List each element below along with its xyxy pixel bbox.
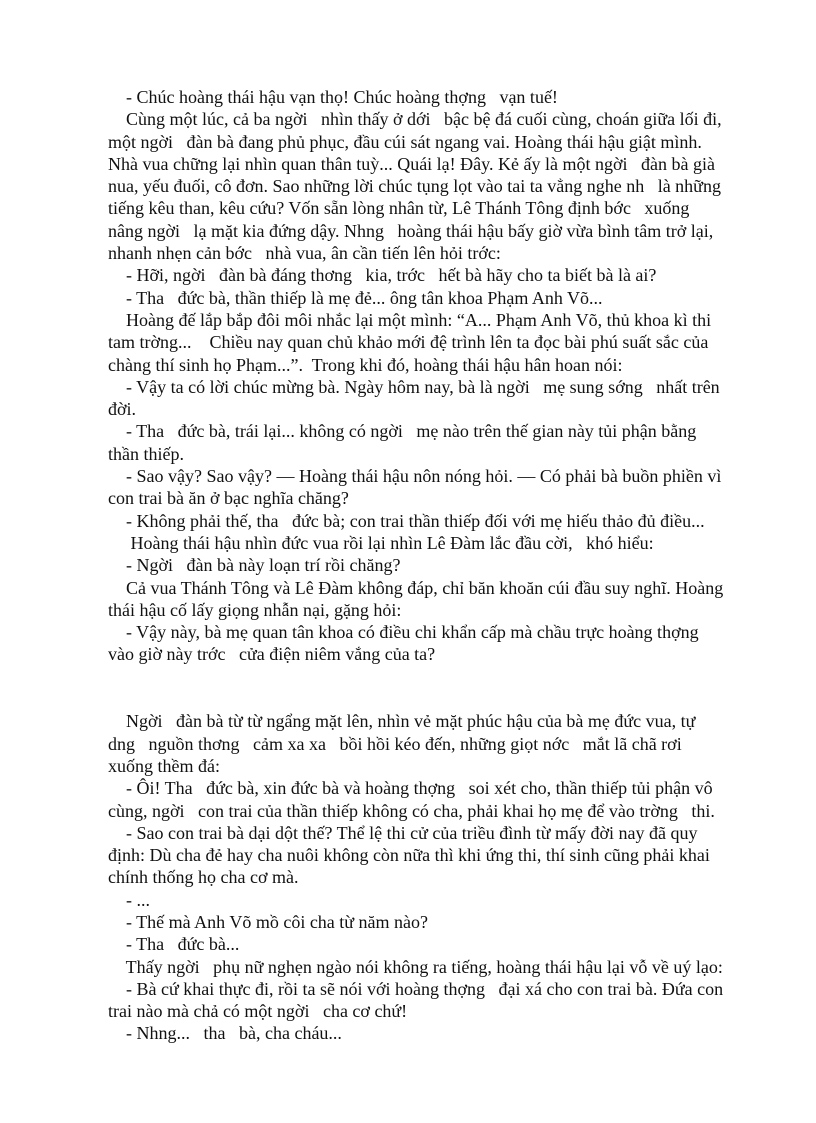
text-line: chính thống họ cha cơ mà. <box>108 867 299 888</box>
text-line: Hoàng đế lắp bắp đôi môi nhắc lại một mình: “A... Phạm Anh Võ, thủ khoa kì thi <box>108 309 712 330</box>
text-line: - Hỡi, ngời đàn bà đáng thơng kia, trớc hết bà hãy cho ta biết bà là ai? <box>108 265 657 286</box>
text-line: vào giờ này trớc cửa điện niêm vắng của ta? <box>108 644 436 665</box>
text-line: tiếng kêu than, kêu cứu? Vốn sẵn lòng nhân từ, Lê Thánh Tông định bớc xuống <box>108 198 690 219</box>
text-line: - Tha đức bà, thần thiếp là mẹ đẻ... ông tân khoa Phạm Anh Võ... <box>108 287 603 308</box>
text-line: - Ôi! Tha đức bà, xin đức bà và hoàng thợng soi xét cho, thần thiếp tủi phận vô <box>108 778 713 799</box>
text-line: - Tha đức bà... <box>108 934 240 955</box>
text-line: - Vậy ta có lời chúc mừng bà. Ngày hôm nay, bà là ngời mẹ sung sớng nhất trên <box>108 376 720 397</box>
text-line: - Bà cứ khai thực đi, rồi ta sẽ nói với hoàng thợng đại xá cho con trai bà. Đứa con <box>108 978 724 999</box>
text-line: chàng thí sinh họ Phạm...”. Trong khi đó, hoàng thái hậu hân hoan nói: <box>108 354 623 375</box>
text-line: Ngời đàn bà từ từ ngẩng mặt lên, nhìn vẻ mặt phúc hậu của bà mẹ đức vua, tự <box>108 711 696 732</box>
text-line: một ngời đàn bà đang phủ phục, đầu cúi sát ngang vai. Hoàng thái hậu giật mình. <box>108 131 702 152</box>
text-line: - ... <box>108 889 150 910</box>
text-line: - Sao con trai bà dại dột thế? Thể lệ thi cử của triều đình từ mấy đời nay đã quy <box>108 822 698 843</box>
text-line: - Không phải thế, tha đức bà; con trai thần thiếp đối với mẹ hiếu thảo đủ điều... <box>108 510 705 531</box>
text-line: thái hậu cố lấy giọng nhẫn nại, gặng hỏi: <box>108 599 402 620</box>
text-line: Cùng một lúc, cả ba ngời nhìn thấy ở dới bậc bệ đá cuối cùng, choán giữa lối đi, <box>108 109 722 130</box>
text-line: - Chúc hoàng thái hậu vạn thọ! Chúc hoàng thợng vạn tuế! <box>108 87 558 107</box>
text-line: - Tha đức bà, trái lại... không có ngời mẹ nào trên thế gian này tủi phận bằng <box>108 421 697 442</box>
text-line: xuống thềm đá: <box>108 755 220 776</box>
document-page <box>108 86 764 1045</box>
text-line: Nhà vua chững lại nhìn quan thân tuỳ... Quái lạ! Đây. Kẻ ấy là một ngời đàn bà già <box>108 153 715 174</box>
blank-line <box>108 666 764 688</box>
text-line: con trai bà ăn ở bạc nghĩa chăng? <box>108 488 349 509</box>
text-line: Cả vua Thánh Tông và Lê Đàm không đáp, chỉ băn khoăn cúi đầu suy nghĩ. Hoàng <box>108 577 724 598</box>
text-line: - Nhng... tha bà, cha cháu... <box>108 1023 342 1044</box>
text-line: trai nào mà chả có một ngời cha cơ chứ! <box>108 1001 408 1022</box>
text-line: nhanh nhẹn cản bớc nhà vua, ân cần tiến lên hỏi trớc: <box>108 243 501 264</box>
text-line: - Vậy này, bà mẹ quan tân khoa có điều chi khẩn cấp mà chầu trực hoàng thợng <box>108 622 699 643</box>
text-line: đời. <box>108 399 137 420</box>
text-line: dng nguồn thơng cảm xa xa bồi hồi kéo đến, những giọt nớc mắt lã chã rơi <box>108 733 682 754</box>
text-line: thần thiếp. <box>108 443 184 464</box>
text-line: cùng, ngời con trai của thần thiếp không có cha, phải khai họ mẹ để vào trờng thi. <box>108 800 715 821</box>
text-line: nua, yếu đuối, cô đơn. Sao những lời chúc tụng lọt vào tai ta vẳng nghe nh là những <box>108 176 721 197</box>
text-line: Hoàng thái hậu nhìn đức vua rồi lại nhìn Lê Đàm lắc đầu cời, khó hiểu: <box>108 532 654 553</box>
text-line: - Thế mà Anh Võ mồ côi cha từ năm nào? <box>108 911 429 932</box>
text-line: định: Dù cha đẻ hay cha nuôi không còn nữa thì khi ứng thi, thí sinh cũng phải khai <box>108 845 710 866</box>
text-line: nâng ngời lạ mặt kia đứng dậy. Nhng hoàng thái hậu bấy giờ vừa bình tâm trở lại, <box>108 220 714 241</box>
text-line: Thấy ngời phụ nữ nghẹn ngào nói không ra tiếng, hoàng thái hậu lại vỗ về uý lạo: <box>108 956 723 977</box>
text-line: tam trờng... Chiều nay quan chủ khảo mới đệ trình lên ta đọc bài phú suất sắc của <box>108 332 709 353</box>
text-line: - Sao vậy? Sao vậy? — Hoàng thái hậu nôn nóng hỏi. — Có phải bà buồn phiền vì <box>108 466 722 487</box>
blank-line <box>108 688 764 710</box>
text-line: - Ngời đàn bà này loạn trí rồi chăng? <box>108 555 401 576</box>
